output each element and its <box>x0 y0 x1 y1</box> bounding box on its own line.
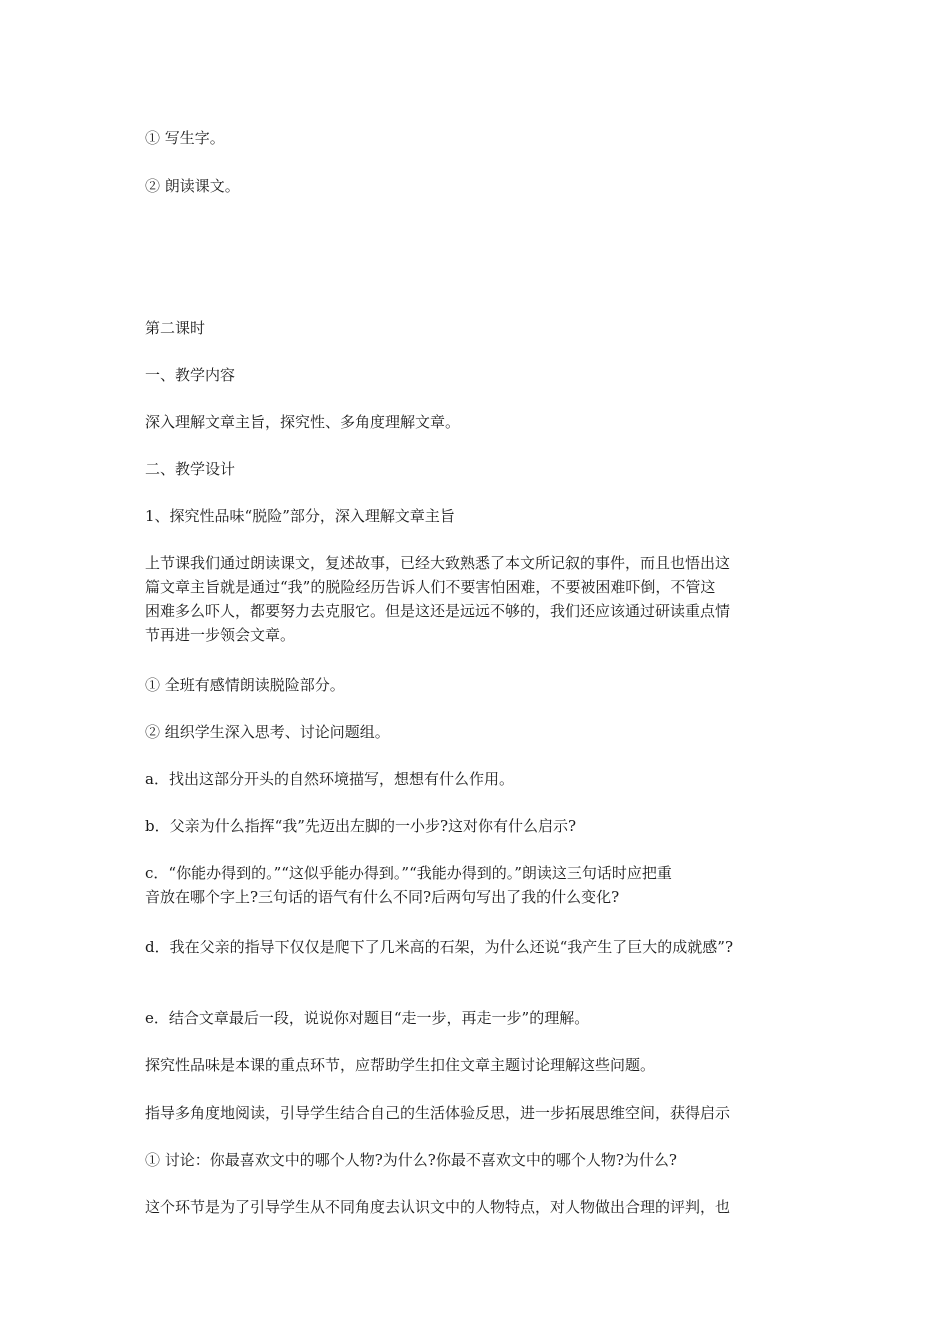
intro-paragraph <box>145 551 817 647</box>
question-b: b．父亲为什么指挥“我”先迈出左脚的一小步?这对你有什么启示? <box>145 817 577 835</box>
question-d: d．我在父亲的指导下仅仅是爬下了几米高的石架，为什么还说“我产生了巨大的成就感”? <box>145 938 733 956</box>
section1-text: 深入理解文章主旨，探究性、多角度理解文章。 <box>145 413 461 431</box>
list-item-discussion: ② 组织学生深入思考、讨论问题组。 <box>145 723 390 741</box>
note-focus: 探究性品味是本课的重点环节，应帮助学生扣住文章主题讨论理解这些问题。 <box>145 1056 656 1074</box>
question-c <box>145 861 817 909</box>
section1-heading: 一、教学内容 <box>145 366 236 384</box>
question-e: e．结合文章最后一段，说说你对题目“走一步，再走一步”的理解。 <box>145 1009 590 1027</box>
question-a: a．找出这部分开头的自然环境描写，想想有什么作用。 <box>145 770 514 788</box>
list-item-read-text: ② 朗读课文。 <box>145 177 240 195</box>
list-item-read-aloud: ① 全班有感情朗读脱险部分。 <box>145 676 345 694</box>
intro-line: 篇文章主旨就是通过“我”的脱险经历告诉人们不要害怕困难，不要被困难吓倒，不管这 <box>145 578 716 596</box>
step1-heading: 1、探究性品味“脱险”部分，深入理解文章主旨 <box>145 507 455 525</box>
question-c-line: 音放在哪个字上?三句话的语气有什么不同?后两句写出了我的什么变化? <box>145 888 620 906</box>
section2-heading: 二、教学设计 <box>145 460 236 478</box>
lesson-title: 第二课时 <box>145 319 206 337</box>
list-item-write-characters: ① 写生字。 <box>145 129 225 147</box>
intro-line: 困难多么吓人，都要努力去克服它。但是这还是远远不够的，我们还应该通过研读重点情 <box>145 602 731 620</box>
closing-line: 这个环节是为了引导学生从不同角度去认识文中的人物特点，对人物做出合理的评判，也 <box>145 1198 731 1216</box>
note-multi-angle: 指导多角度地阅读，引导学生结合自己的生活体验反思，进一步拓展思维空间，获得启示 <box>145 1104 731 1122</box>
question-c-line: c．“你能办得到的。”“这似乎能办得到。”“我能办得到的。”朗读这三句话时应把重 <box>145 864 672 882</box>
intro-line: 节再进一步领会文章。 <box>145 626 296 644</box>
list-item-character-discussion: ① 讨论：你最喜欢文中的哪个人物?为什么?你最不喜欢文中的哪个人物?为什么? <box>145 1151 677 1169</box>
intro-line: 上节课我们通过朗读课文，复述故事，已经大致熟悉了本文所记叙的事件，而且也悟出这 <box>145 554 731 572</box>
